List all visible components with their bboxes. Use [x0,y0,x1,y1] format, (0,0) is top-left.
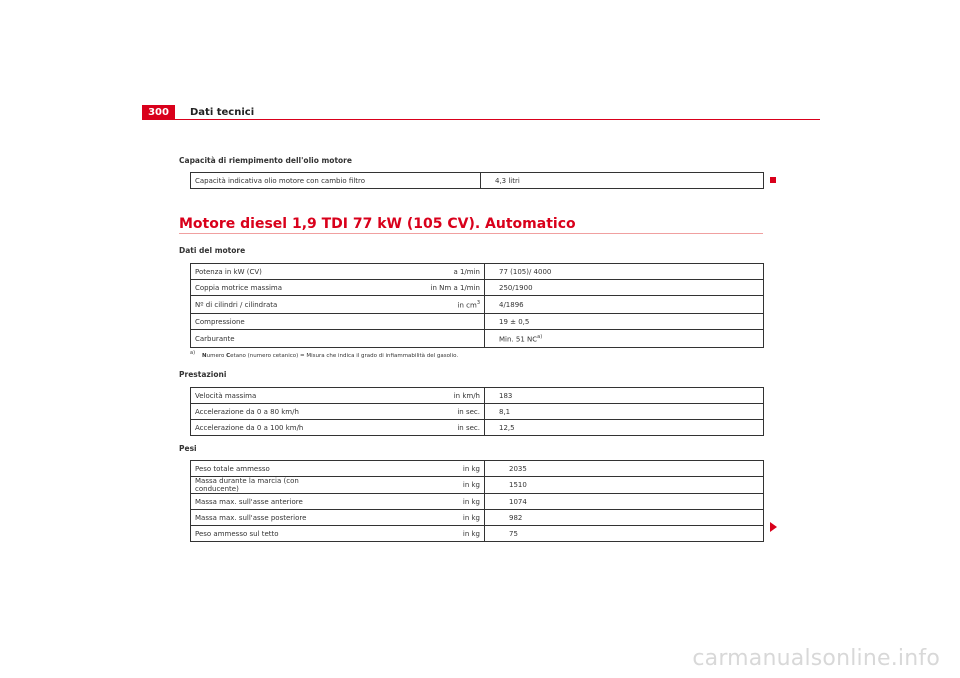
footnote-text-2: etano (numero cetanico) = Misura che indica il grado di infiammabilità del gasolio. [230,352,459,359]
row-value: 4/1896 [485,296,764,314]
oil-capacity-title: Capacità di riempimento dell'olio motore [179,156,352,165]
row-label: Carburante [191,330,347,348]
table-row [191,510,764,526]
watermark: carmanualsonline.info [692,646,940,671]
footnote-c: C [226,352,231,359]
end-of-section-mark [770,177,776,183]
row-value: 4,3 litri [481,173,764,189]
row-label: Accelerazione da 0 a 100 km/h [191,420,347,436]
row-value: 2035 [485,461,764,477]
footnote-mark: a) [190,350,196,356]
row-unit: in Nm a 1/min [346,280,485,296]
table-row [191,173,764,189]
table-row [191,461,764,477]
row-unit [346,296,485,314]
row-label: Peso ammesso sul tetto [191,526,347,542]
row-label: Peso totale ammesso [191,461,347,477]
row-value: 8,1 [485,404,764,420]
table-row [191,388,764,404]
table-row [191,420,764,436]
table-row [191,296,764,314]
row-unit [346,314,485,330]
table-row [191,280,764,296]
unit-superscript: 3 [476,299,480,306]
value-text: Min. 51 NC [499,335,538,344]
table-row [191,330,764,348]
row-unit [346,330,485,348]
row-label: Massa max. sull'asse posteriore [191,510,347,526]
row-label: Compressione [191,314,347,330]
table-row [191,314,764,330]
table-row [191,477,764,494]
row-label: Potenza in kW (CV) [191,264,347,280]
row-label: Accelerazione da 0 a 80 km/h [191,404,347,420]
row-unit: in km/h [346,388,485,404]
footnote-text-1: umero [206,352,227,359]
row-unit: in kg [346,510,485,526]
weights-title: Pesi [179,444,197,453]
row-unit: in kg [346,477,485,494]
row-value: 1510 [485,477,764,494]
row-unit: in sec. [346,404,485,420]
row-unit: in sec. [346,420,485,436]
unit-text: in cm [457,301,477,310]
row-label: Massa durante la marcia (con conducente) [191,477,347,494]
engine-data-table [190,263,764,348]
row-value: 250/1900 [485,280,764,296]
row-value: 77 (105)/ 4000 [485,264,764,280]
page-header-title: Dati tecnici [190,107,255,118]
row-value: 75 [485,526,764,542]
row-label: Capacità indicativa olio motore con cambio filtro [191,173,481,189]
performance-table [190,387,764,436]
continue-arrow-icon [770,522,777,532]
row-unit: a 1/min [346,264,485,280]
oil-capacity-table [190,172,764,189]
row-value: 1074 [485,494,764,510]
table-row [191,526,764,542]
row-unit: in kg [346,526,485,542]
row-value [485,330,764,348]
row-unit: in kg [346,494,485,510]
row-label: Massa max. sull'asse anteriore [191,494,347,510]
performance-title: Prestazioni [179,370,227,379]
row-value: 19 ± 0,5 [485,314,764,330]
row-label: Velocità massima [191,388,347,404]
engine-data-title: Dati del motore [179,246,246,255]
footnote-reference: a) [537,333,543,340]
row-unit: in kg [346,461,485,477]
table-row [191,264,764,280]
row-value: 982 [485,510,764,526]
weights-table [190,460,764,542]
footnote [190,350,458,359]
header-rule [142,119,820,120]
table-row [191,404,764,420]
row-value: 12,5 [485,420,764,436]
row-label: Coppia motrice massima [191,280,347,296]
section-heading: Motore diesel 1,9 TDI 77 kW (105 CV). Automatico [179,216,576,232]
row-value: 183 [485,388,764,404]
row-label: Nº di cilindri / cilindrata [191,296,347,314]
page-number-badge: 300 [142,105,175,120]
heading-rule [179,233,763,234]
footnote-n: N [202,352,207,359]
table-row [191,494,764,510]
